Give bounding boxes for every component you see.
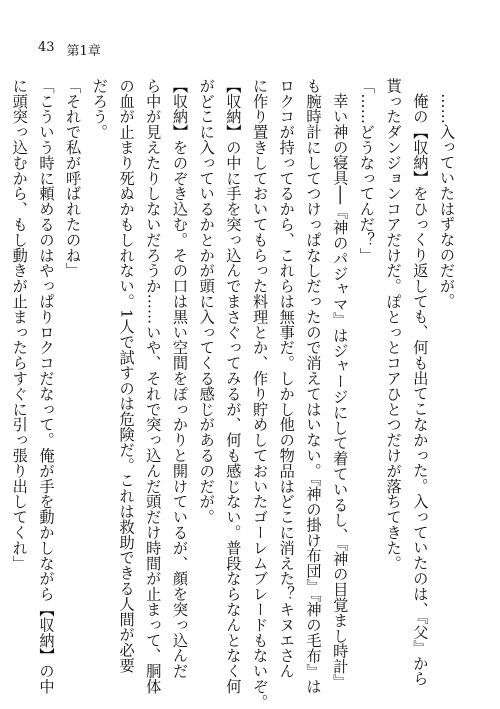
chapter-title: 第1章	[66, 44, 101, 59]
text-line: も腕時計にしてつけっぱなしだったので消えてはいない。『神の掛け布団』『神の毛布』は	[304, 78, 323, 695]
text-line: 「それで私が呼ばれたのね」	[64, 78, 83, 279]
text-line: 【収納】をのぞき込む。その口は黒い空間をぽっかりと開けているが、顔を突っ込んだ	[170, 78, 189, 679]
text-line: に頭突っ込むから、もし動きが止まったらすぐに引っ張り出してくれ」	[10, 78, 29, 571]
text-line: の血が止まり死ぬかもしれない。1人で試すのは危険だ。これは救助できる人間が必要	[117, 78, 136, 674]
text-line: だろう。	[90, 78, 109, 140]
page-header	[38, 40, 101, 59]
text-line: ロクコが持ってるから、これらは無事だ。しかし他の物品はどこに消えた？キヌエさん	[277, 78, 296, 679]
text-line: 「こういう時に頼めるのはやっぱりロクコだなって。俺が手を動かしながら【収納】の中	[37, 78, 56, 694]
text-line: 「……どうなってんだ？」	[357, 78, 376, 263]
text-line: 【収納】の中に手を突っ込んでまさぐってみるが、何も感じない。普段ならなんとなく何	[224, 78, 243, 694]
text-line: がどこに入っているかとかが頭に入ってくる感じがあるのだが。	[197, 78, 216, 525]
text-line: ……入っていたはずなのだが。	[438, 93, 456, 309]
text-line: 幸い神の寝具──『神のパジャマ』はジャージにして着ているし、『神の目覚まし時計』	[331, 93, 350, 690]
text-line: 貰ったダンジョンコアだけだ。ぽとっとコアひとつだけが落ちてきた。	[384, 78, 403, 571]
page-number: 43	[38, 40, 55, 55]
vertical-text-body	[10, 78, 460, 709]
text-line: 俺の【収納】をひっくり返しても、何も出てこなかった。入っていたのは、『父』から	[411, 93, 430, 687]
text-line: に作り置きしておいてもらった料理とか、作り貯めしておいたゴーレムブレードもないぞ。	[251, 78, 270, 709]
text-line: ら中が見えたりしないだろうか……いや、それで突っ込んだ頭だけ時間が止まって、胴体	[144, 78, 163, 694]
